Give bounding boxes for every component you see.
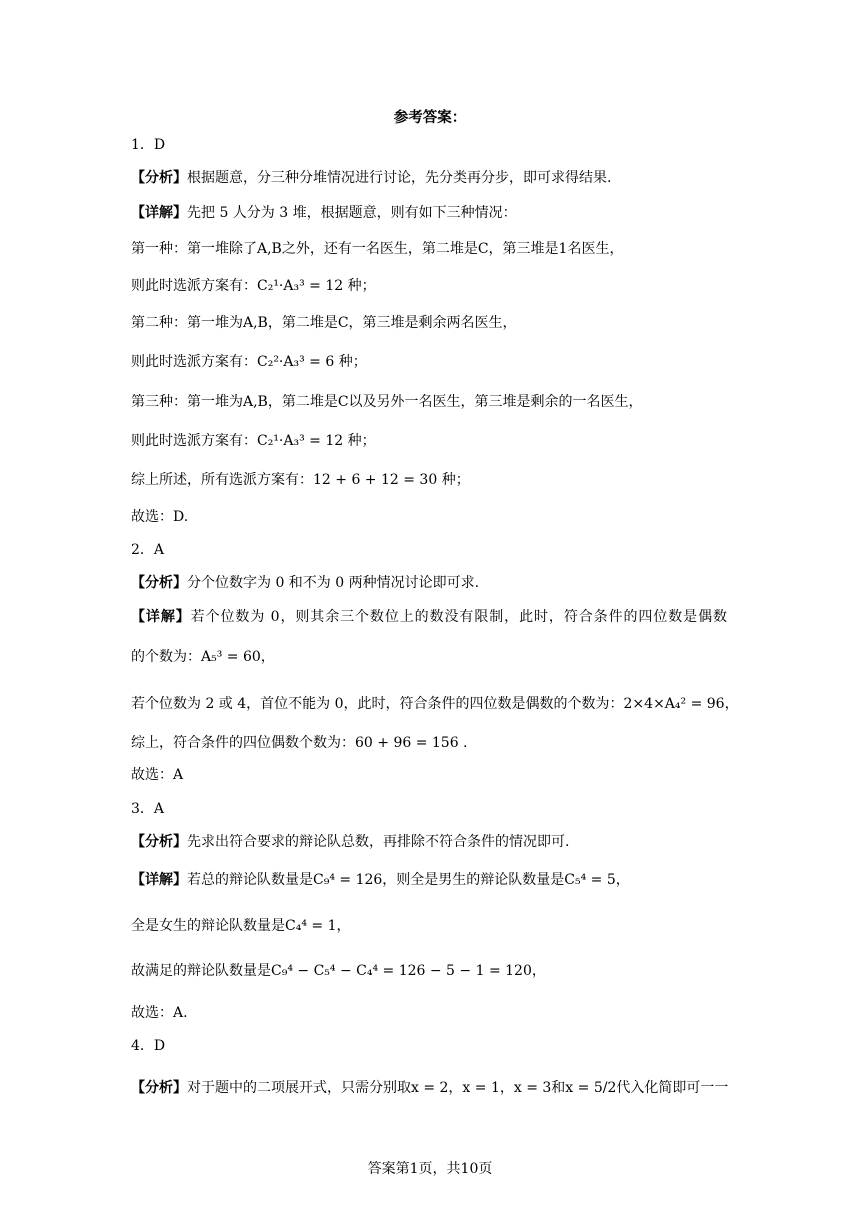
- analysis-line: [131, 168, 611, 188]
- detail-tag: 【详解】: [131, 609, 191, 625]
- analysis-line: [131, 1078, 728, 1098]
- analysis-tag: 【分析】: [131, 170, 187, 186]
- analysis-text: 对于题中的二项展开式，只需分别取x = 2，x = 1，x = 3和x = 5/2代入化简即可一一: [187, 1080, 729, 1096]
- detail-text: 先把 5 人分为 3 堆，根据题意，则有如下三种情况：: [187, 205, 517, 221]
- analysis-line: [131, 573, 479, 593]
- text-line: 综上，符合条件的四位偶数个数为：60 + 96 = 156 .: [131, 735, 468, 751]
- page-title: 参考答案：: [393, 109, 467, 126]
- text-line: 第三种：第一堆为A,B，第二堆是C以及另外一名医生，第三堆是剩余的一名医生，: [131, 394, 643, 410]
- text-line: 的个数为：A₅³ = 60，: [131, 649, 275, 665]
- text-line: 则此时选派方案有：C₂²·A₃³ = 6 种；: [131, 354, 367, 370]
- page-footer: 答案第1页，共10页: [367, 1161, 493, 1177]
- text-line: 故满足的辩论队数量是C₉⁴ − C₅⁴ − C₄⁴ = 126 − 5 − 1 = 120，: [131, 963, 546, 979]
- text-line: 第一种：第一堆除了A,B之外，还有一名医生，第二堆是C，第三堆是1名医生，: [131, 241, 624, 257]
- analysis-line: [131, 832, 569, 852]
- detail-line: [131, 203, 517, 223]
- analysis-text: 先求出符合要求的辩论队总数，再排除不符合条件的情况即可.: [187, 834, 570, 850]
- text-line: 则此时选派方案有：C₂¹·A₃³ = 12 种；: [131, 278, 376, 294]
- analysis-tag: 【分析】: [131, 575, 187, 591]
- text-line: 综上所述，所有选派方案有：12 + 6 + 12 = 30 种；: [131, 472, 470, 488]
- detail-tag: 【详解】: [131, 205, 187, 221]
- analysis-tag: 【分析】: [131, 834, 187, 850]
- detail-line: [131, 607, 727, 627]
- answer-number: 2．A: [131, 542, 165, 558]
- text-line: 全是女生的辩论队数量是C₄⁴ = 1，: [131, 918, 351, 934]
- detail-line: [131, 870, 630, 890]
- analysis-tag: 【分析】: [131, 1080, 187, 1096]
- detail-tag: 【详解】: [131, 872, 187, 888]
- analysis-text: 根据题意，分三种分堆情况进行讨论，先分类再分步，即可求得结果.: [187, 170, 612, 186]
- answer-number: 1．D: [131, 137, 166, 153]
- detail-text: 若个位数为 0，则其余三个数位上的数没有限制，此时，符合条件的四位数是偶数: [190, 609, 728, 625]
- text-line: 则此时选派方案有：C₂¹·A₃³ = 12 种；: [131, 433, 376, 449]
- text-line: 故选：A: [131, 767, 184, 783]
- answer-number: 3．A: [131, 801, 165, 817]
- text-line: 故选：D.: [131, 509, 189, 525]
- answer-number: 4．D: [131, 1038, 166, 1054]
- text-line: 若个位数为 2 或 4，首位不能为 0，此时，符合条件的四位数是偶数的个数为：2×4×A₄² = 96，: [131, 696, 739, 712]
- detail-text: 若总的辩论队数量是C₉⁴ = 126，则全是男生的辩论队数量是C₅⁴ = 5，: [187, 872, 630, 888]
- text-line: 故选：A.: [131, 1005, 188, 1021]
- analysis-text: 分个位数字为 0 和不为 0 两种情况讨论即可求.: [187, 575, 480, 591]
- text-line: 第二种：第一堆为A,B，第二堆是C，第三堆是剩余两名医生，: [131, 315, 517, 331]
